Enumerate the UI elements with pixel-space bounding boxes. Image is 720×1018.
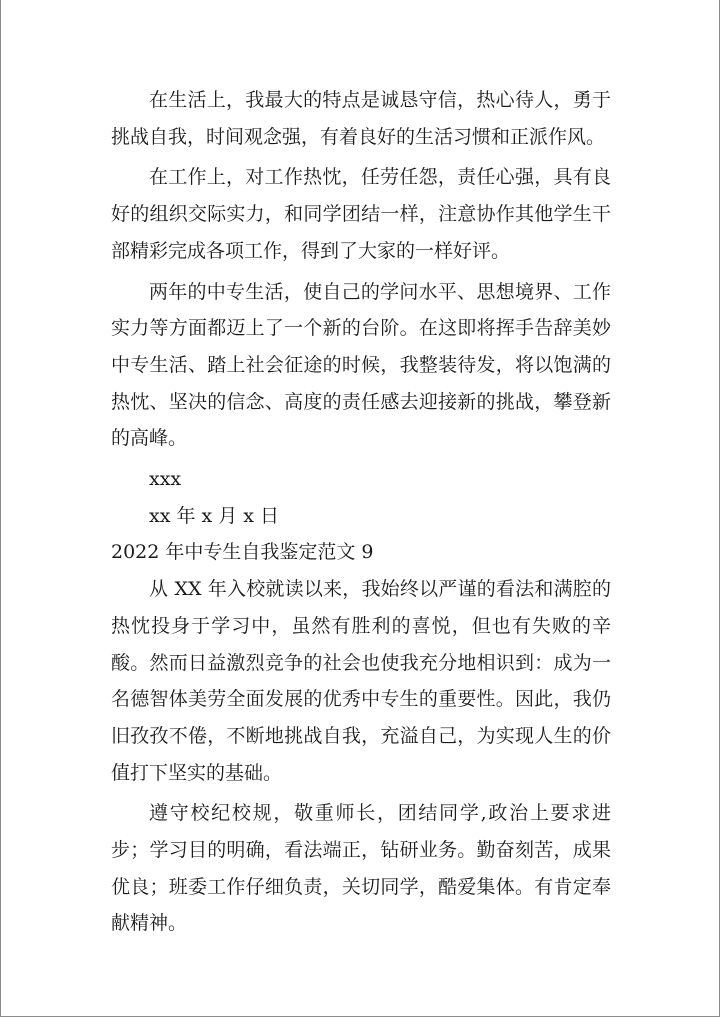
paragraph-life: 在生活上，我最大的特点是诚恳守信，热心待人，勇于挑战自我，时间观念强，有着良好的生活习惯和正派作风。 <box>111 89 611 148</box>
document-body <box>111 82 611 942</box>
paragraph-conduct: 遵守校纪校规，敬重师长，团结同学,政治上要求进步；学习目的明确，看法端正，钻研业务。勤奋刻苦，成果优良；班委工作仔细负责，关切同学，酷爱集体。有肯定奉献精神。 <box>111 802 611 935</box>
paragraph-study: 从 XX 年入校就读以来，我始终以严谨的看法和满腔的热忱投身于学习中，虽然有胜利的喜悦，但也有失败的辛酸。然而日益激烈竞争的社会也使我充分地相识到：成为一名德智体美劳全面发展的优秀中专生的重要性。因此，我仍旧孜孜不倦，不断地挑战自我，充溢自己，为实现人生的价值打下坚实的基础。 <box>111 578 611 784</box>
section-heading: 2022 年中专生自我鉴定范文 9 <box>111 541 374 564</box>
paragraph-summary: 两年的中专生活，使自己的学问水平、思想境界、工作实力等方面都迈上了一个新的台阶。在这即将挥手告辞美妙中专生活、踏上社会征途的时候，我整装待发，将以饱满的热忱、坚决的信念、高度的责任感去迎接新的挑战，攀登新的高峰。 <box>111 280 611 450</box>
signature-date: xx 年 x 月 x 日 <box>149 504 280 527</box>
signature-name: xxx <box>149 468 182 491</box>
paragraph-work: 在工作上，对工作热忱，任劳任怨，责任心强，具有良好的组织交际实力，和同学团结一样，注意协作其他学生干部精彩完成各项工作，得到了大家的一样好评。 <box>111 166 611 262</box>
